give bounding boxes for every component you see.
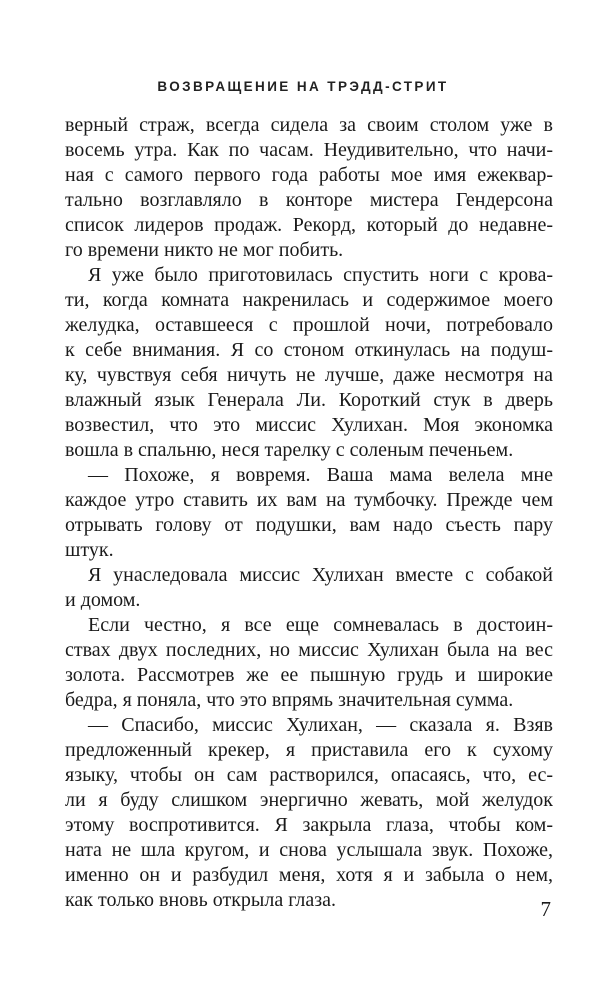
text-line: вошла в спальню, неся тарелку с соленым печеньем.: [65, 439, 514, 461]
text-line: Я унаследовала миссис Хулихан вместе с собакой: [88, 564, 553, 586]
text-line: ната не шла кругом, и снова услышала звук. Похоже,: [65, 839, 553, 861]
text-line: — Похоже, я вовремя. Ваша мама велела мне: [88, 464, 553, 486]
text-line: тально возглавляло в конторе мистера Гендерсона: [65, 189, 553, 211]
text-line: языку, чтобы он сам растворился, опасаясь, что, ес-: [65, 764, 553, 786]
text-line: Если честно, я все еще сомневалась в достоин-: [88, 614, 553, 636]
text-line: ти, когда комната накренилась и содержимое моего: [65, 289, 553, 311]
text-line: восемь утра. Как по часам. Неудивительно, что начи-: [65, 139, 553, 161]
text-line: — Спасибо, миссис Хулихан, — сказала я. Взяв: [88, 714, 553, 736]
text-line: каждое утро ставить их вам на тумбочку. Прежде чем: [65, 489, 553, 511]
text-line: ли я буду слишком энергично жевать, мой желудок: [65, 789, 553, 811]
text-line: желудка, оставшееся с прошлой ночи, потребовало: [65, 314, 553, 336]
text-line: возвестил, что это миссис Хулихан. Моя экономка: [65, 414, 553, 436]
text-line: именно он и разбудил меня, хотя я и забыла о нем,: [65, 864, 553, 886]
running-head: ВОЗВРАЩЕНИЕ НА ТРЭДД-СТРИТ: [157, 79, 449, 94]
page-number: 7: [540, 897, 551, 921]
text-line: и домом.: [65, 589, 141, 611]
text-line: Я уже было приготовилась спустить ноги с крова-: [88, 264, 553, 286]
text-line: го времени никто не мог побить.: [65, 239, 344, 261]
text-line: бедра, я поняла, что это впрямь значительная сумма.: [65, 689, 514, 711]
text-line: штук.: [65, 539, 114, 561]
text-line: ная с самого первого года работы мое имя ежеквар-: [65, 164, 553, 186]
text-line: как только вновь открыла глаза.: [65, 889, 337, 911]
text-line: ку, чувствуя себя ничуть не лучше, даже несмотря на: [65, 364, 553, 386]
text-line: верный страж, всегда сидела за своим столом уже в: [65, 114, 553, 136]
text-line: этому воспротивится. Я закрыла глаза, чтобы ком-: [65, 814, 553, 836]
text-line: влажный язык Генерала Ли. Короткий стук в дверь: [65, 389, 553, 411]
text-line: к себе внимания. Я со стоном откинулась на подуш-: [65, 339, 553, 361]
body-text: [65, 113, 553, 913]
text-line: ствах двух последних, но миссис Хулихан была на вес: [65, 639, 553, 661]
text-line: список лидеров продаж. Рекорд, который до недавне-: [65, 214, 553, 236]
text-line: предложенный крекер, я приставила его к сухому: [65, 739, 553, 761]
text-line: отрывать голову от подушки, вам надо съесть пару: [65, 514, 553, 536]
text-line: золота. Рассмотрев же ее пышную грудь и широкие: [65, 664, 553, 686]
